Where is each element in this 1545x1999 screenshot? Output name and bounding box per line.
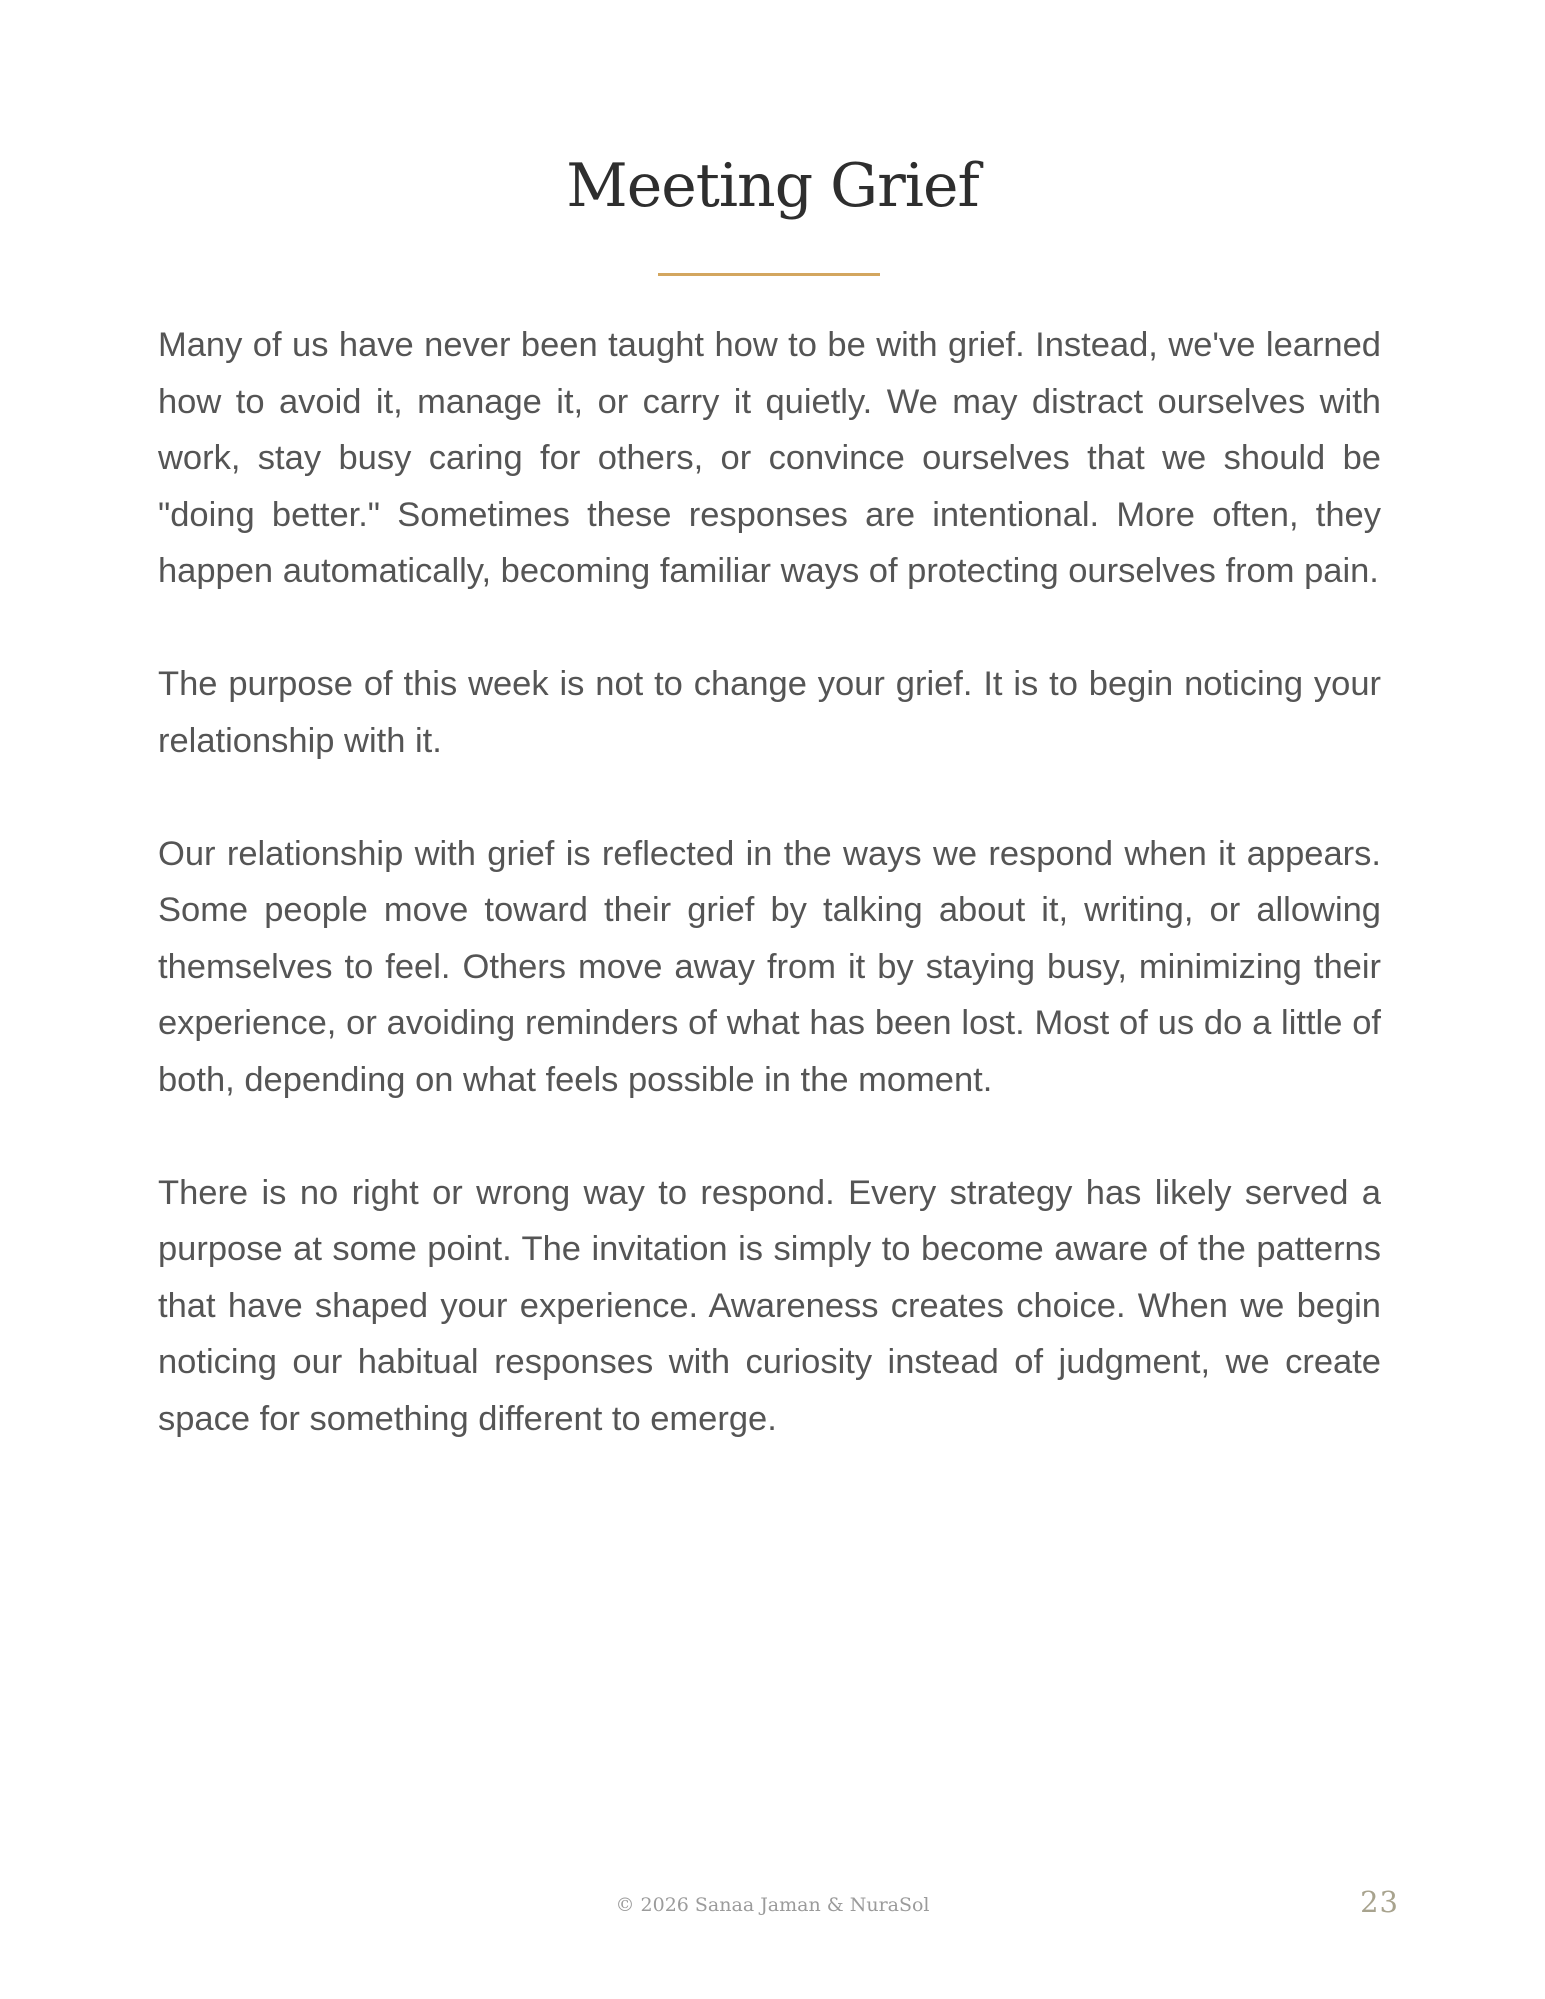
paragraph: Our relationship with grief is reflected in the ways we respond when it appears. Some people move toward their grief by talking about it, writing, or allowing themselves to feel. Others move away from it by staying busy, minimizing their experience, or avoiding reminders of what has been lost. Most of us do a little of both, depending on what feels possible in the moment. — [158, 834, 1381, 1099]
paragraph: Many of us have never been taught how to be with grief. Instead, we've learned how to avoid it, manage it, or carry it quietly. We may distract ourselves with work, stay busy caring for others, or convince ourselves that we should be "doing better." Sometimes these responses are intentional. More often, they happen automatically, becoming familiar ways of protecting ourselves from pain. — [158, 326, 1381, 590]
body-text — [158, 317, 1381, 1447]
page-number: 23 — [1360, 1885, 1399, 1919]
paragraph: There is no right or wrong way to respond. Every strategy has likely served a purpose at some point. The invitation is simply to become aware of the patterns that have shaped your experience. Awareness creates choice. When we begin noticing our habitual responses with curiosity instead of judgment, we create space for something different to emerge. — [158, 1173, 1381, 1438]
title-divider — [658, 273, 880, 276]
page-title: Meeting Grief — [566, 151, 979, 221]
paragraph: The purpose of this week is not to change your grief. It is to begin noticing your relationship with it. — [158, 665, 1381, 760]
footer-copyright: © 2026 Sanaa Jaman & NuraSol — [615, 1894, 930, 1916]
